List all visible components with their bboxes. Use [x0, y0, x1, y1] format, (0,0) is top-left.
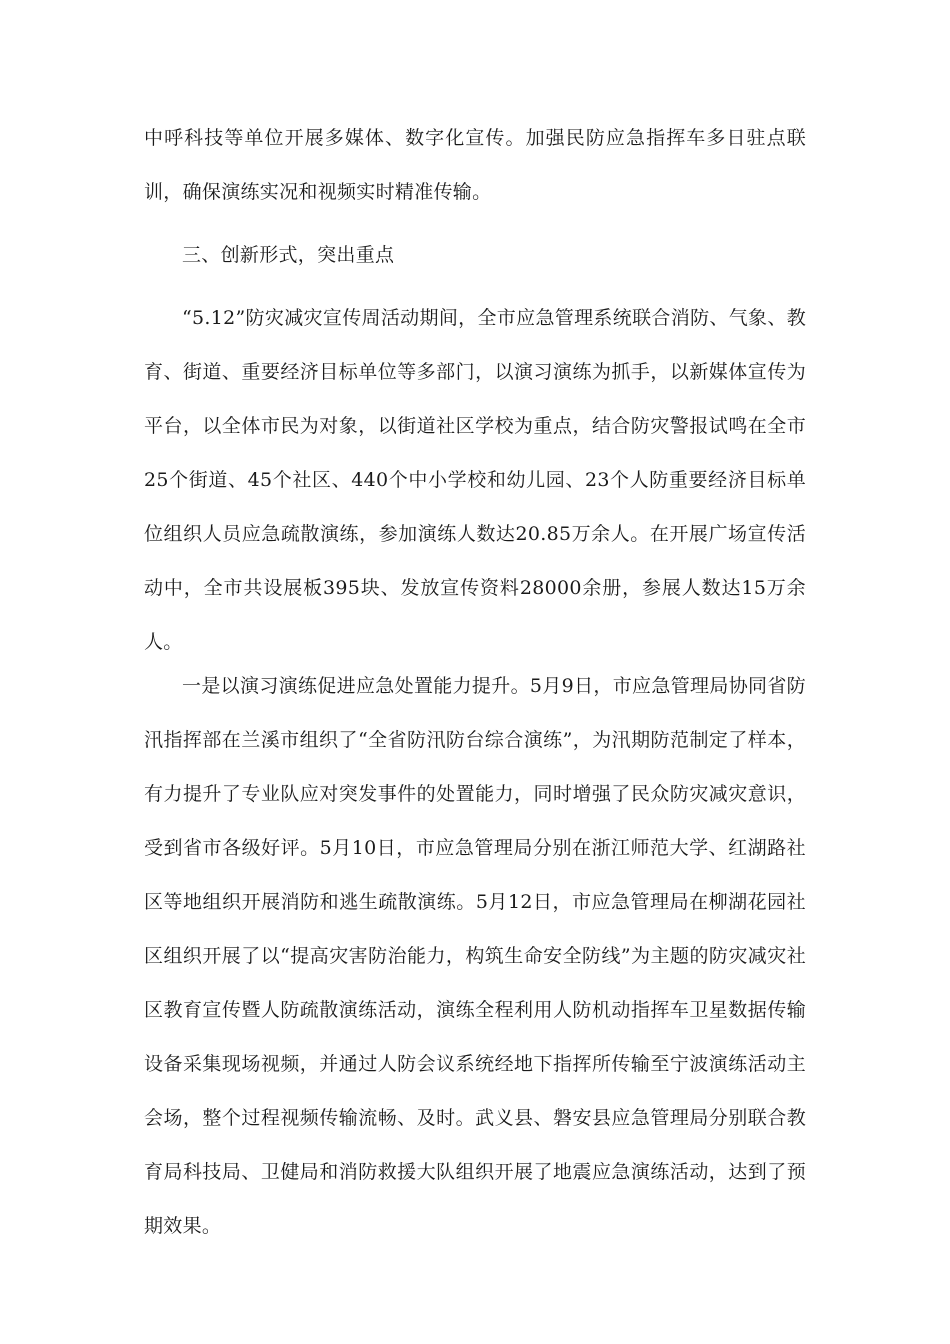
- paragraph-continued: 中呼科技等单位开展多媒体、数字化宣传。加强民防应急指挥车多日驻点联训，确保演练实况和视频实时精准传输。: [144, 127, 806, 203]
- paragraph-drills: 一是以演习演练促进应急处置能力提升。5月9日，市应急管理局协同省防汛指挥部在兰溪市组织了“全省防汛防台综合演练”，为汛期防范制定了样本，有力提升了专业队应对突发事件的处置能力，同时增强了民众防灾减灾意识，受到省市各级好评。5月10日，市应急管理局分别在浙江师范大学、红湖路社区等地组织开展消防和逃生疏散演练。5月12日，市应急管理局在柳湖花园社区组织开展了以“提高灾害防治能力，构筑生命安全防线”为主题的防灾减灾社区教育宣传暨人防疏散演练活动，演练全程利用人防机动指挥车卫星数据传输设备采集现场视频，并通过人防会议系统经地下指挥所传输至宁波演练活动主会场，整个过程视频传输流畅、及时。武义县、磐安县应急管理局分别联合教育局科技局、卫健局和消防救援大队组织开展了地震应急演练活动，达到了预期效果。: [144, 675, 806, 1237]
- paragraph-summary: “5.12”防灾减灾宣传周活动期间，全市应急管理系统联合消防、气象、教育、街道、重要经济目标单位等多部门，以演习演练为抓手，以新媒体宣传为平台，以全体市民为对象，以街道社区学校为重点，结合防灾警报试鸣在全市25个街道、45个社区、440个中小学校和幼儿园、23个人防重要经济目标单位组织人员应急疏散演练，参加演练人数达20.85万余人。在开展广场宣传活动中，全市共设展板395块、发放宣传资料28000余册，参展人数达15万余人。: [144, 307, 806, 653]
- section-heading: 三、创新形式，突出重点: [182, 244, 395, 266]
